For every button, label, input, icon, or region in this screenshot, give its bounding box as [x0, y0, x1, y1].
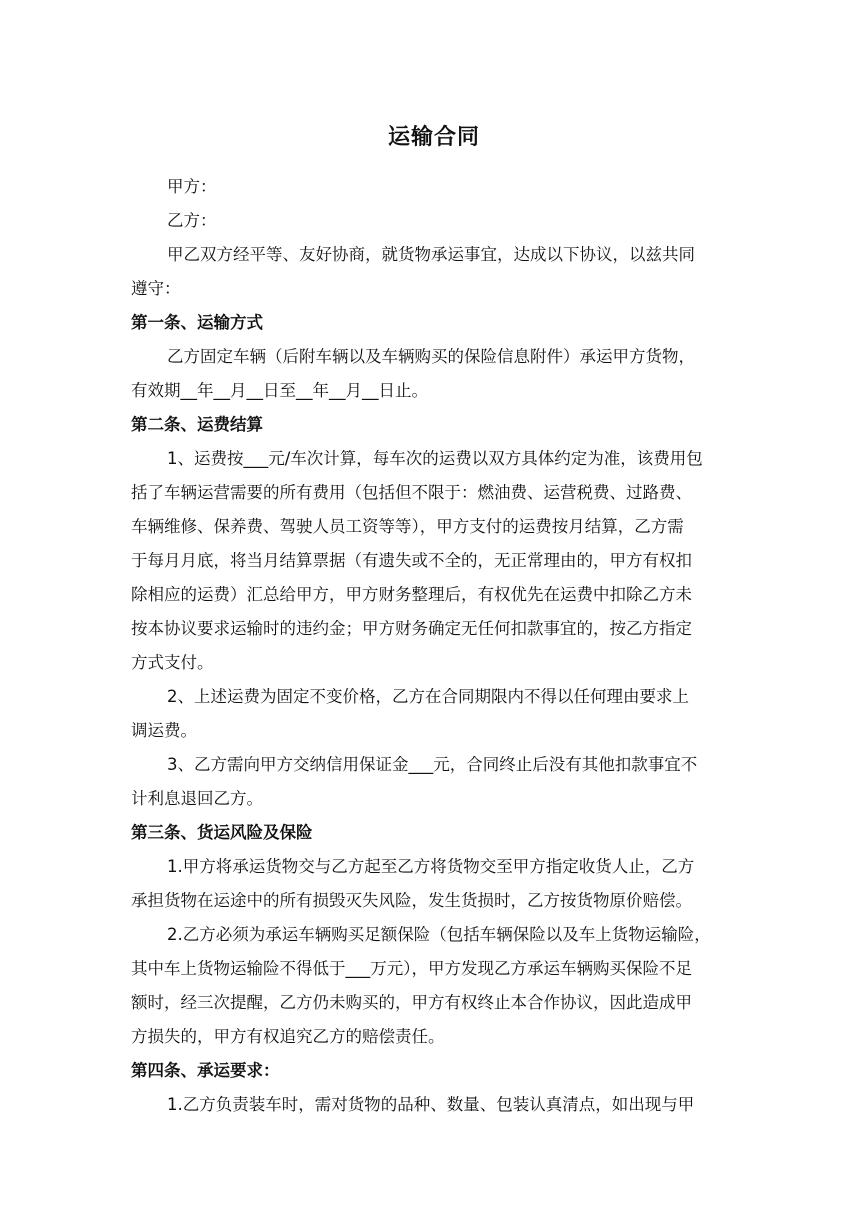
text-line: 遵守： [131, 279, 181, 298]
text-line: 除相应的运费）汇总给甲方，甲方财务整理后，有权优先在运费中扣除乙方未 [131, 585, 692, 604]
text-line: 计利息退回乙方。 [131, 789, 263, 808]
text-line: 方式支付。 [131, 653, 214, 672]
text-line: 有效期__年__月__日至__年__月__日止。 [131, 381, 428, 400]
text-line: 2.乙方必须为承运车辆购买足额保险（包括车辆保险以及车上货物运输险， [167, 925, 711, 944]
text-line: 额时，经三次提醒，乙方仍未购买的，甲方有权终止本合作协议，因此造成甲 [131, 993, 692, 1012]
section-heading: 第三条、货运风险及保险 [131, 823, 313, 842]
text-line: 甲乙双方经平等、友好协商，就货物承运事宜，达成以下协议，以兹共同 [167, 245, 695, 264]
text-line: 1.乙方负责装车时，需对货物的品种、数量、包装认真清点，如出现与甲 [167, 1095, 695, 1114]
text-line: 于每月月底，将当月结算票据（有遗失或不全的，无正常理由的，甲方有权扣 [131, 551, 692, 570]
text-line: 承担货物在运途中的所有损毁灭失风险，发生货损时，乙方按货物原价赔偿。 [131, 891, 692, 910]
text-line: 按本协议要求运输时的违约金；甲方财务确定无任何扣款事宜的，按乙方指定 [131, 619, 692, 638]
text-line: 调运费。 [131, 721, 197, 740]
text-line: 乙方： [167, 211, 217, 230]
document-body [131, 170, 741, 1122]
text-line: 1.甲方将承运货物交与乙方起至乙方将货物交至甲方指定收货人止，乙方 [167, 857, 695, 876]
text-line: 1、运费按___元/车次计算，每车次的运费以双方具体约定为准，该费用包 [167, 449, 703, 468]
document-title: 运输合同 [387, 125, 480, 150]
text-line: 2、上述运费为固定不变价格，乙方在合同期限内不得以任何理由要求上 [167, 687, 689, 706]
text-line: 甲方： [167, 177, 217, 196]
text-line: 3、乙方需向甲方交纳信用保证金___元，合同终止后没有其他扣款事宜不 [167, 755, 698, 774]
text-line: 车辆维修、保养费、驾驶人员工资等等），甲方支付的运费按月结算，乙方需 [131, 517, 684, 536]
section-heading: 第二条、运费结算 [131, 415, 263, 434]
section-heading: 第四条、承运要求： [131, 1061, 280, 1080]
text-line: 其中车上货物运输险不得低于___万元），甲方发现乙方承运车辆购买保险不足 [131, 959, 692, 978]
text-line: 乙方固定车辆（后附车辆以及车辆购买的保险信息附件）承运甲方货物， [167, 347, 695, 366]
text-line: 方损失的，甲方有权追究乙方的赔偿责任。 [131, 1027, 445, 1046]
section-heading: 第一条、运输方式 [131, 313, 263, 332]
text-line: 括了车辆运营需要的所有费用（包括但不限于：燃油费、运营税费、过路费、 [131, 483, 692, 502]
